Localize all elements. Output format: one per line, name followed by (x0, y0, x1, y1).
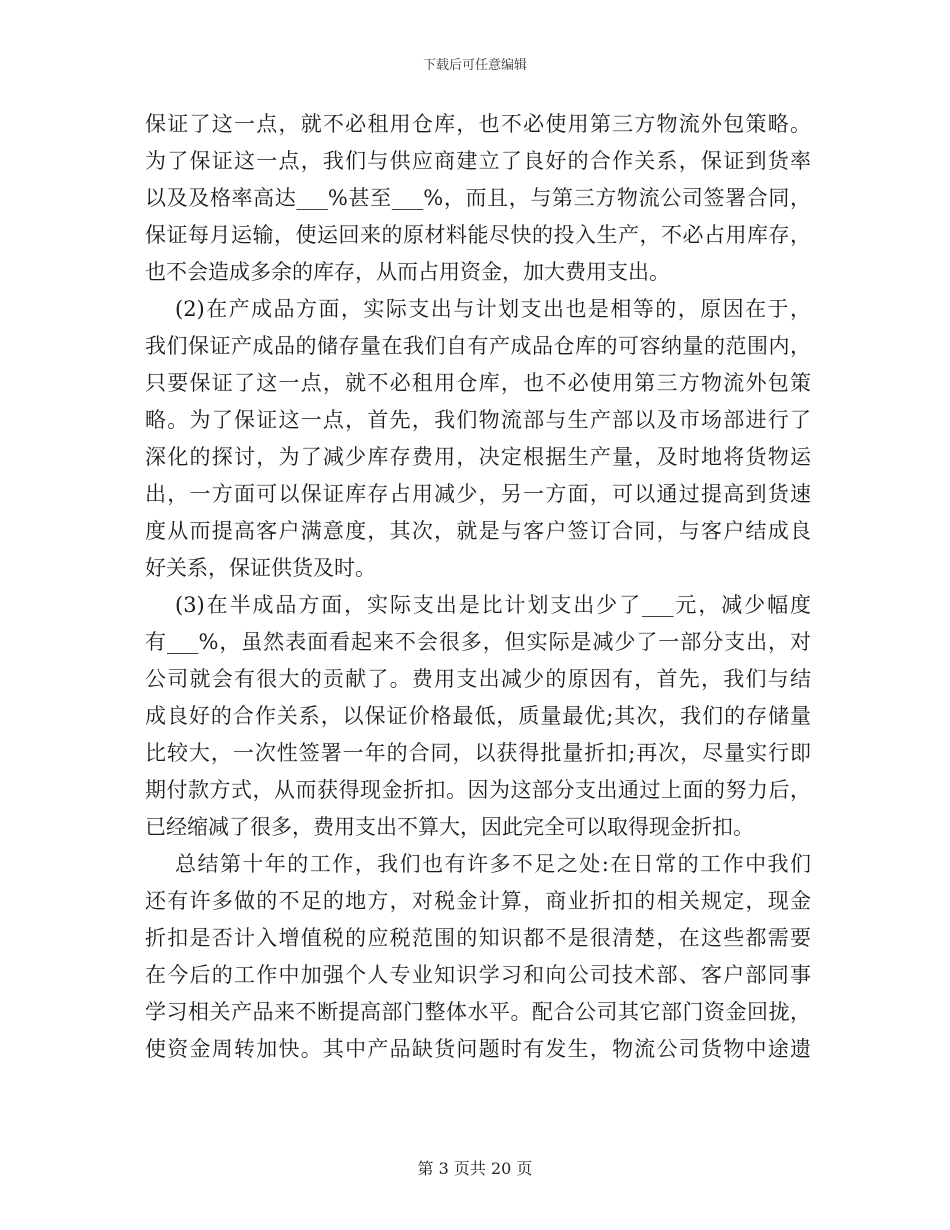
paragraph-2 (145, 291, 811, 587)
paragraph-4 (145, 846, 811, 1068)
text-line: 有___%，虽然表面看起来不会很多，但实际是减少了一部分支出，对 (145, 630, 811, 654)
paragraph-1 (145, 106, 811, 291)
text-line: 成良好的合作关系，以保证价格最低，质量最优;其次，我们的存储量 (145, 704, 811, 728)
document-body (145, 106, 811, 1068)
text-line: 保证了这一点，就不必租用仓库，也不必使用第三方物流外包策略。 (145, 112, 811, 136)
text-line: 学习相关产品来不断提高部门整体水平。配合公司其它部门资金回拢， (145, 1000, 811, 1024)
text-line: (3)在半成品方面，实际支出是比计划支出少了___元，减少幅度 (175, 593, 811, 617)
text-line: 为了保证这一点，我们与供应商建立了良好的合作关系，保证到货率 (145, 149, 811, 173)
text-line: 还有许多做的不足的地方，对税金计算，商业折扣的相关规定，现金 (145, 889, 811, 913)
text-line: 也不会造成多余的库存，从而占用资金，加大费用支出。 (145, 260, 670, 284)
text-line: 我们保证产成品的储存量在我们自有产成品仓库的可容纳量的范围内， (145, 334, 811, 358)
text-line: 期付款方式，从而获得现金折扣。因为这部分支出通过上面的努力后， (145, 778, 811, 802)
text-line: 度从而提高客户满意度，其次，就是与客户签订合同，与客户结成良 (145, 519, 811, 543)
text-line: 好关系，保证供货及时。 (145, 556, 376, 580)
text-line: 在今后的工作中加强个人专业知识学习和向公司技术部、客户部同事 (145, 963, 811, 987)
text-line: 以及及格率高达___%甚至___%，而且，与第三方物流公司签署合同， (145, 186, 811, 210)
text-line: 已经缩减了很多，费用支出不算大，因此完全可以取得现金折扣。 (145, 815, 754, 839)
text-line: 深化的探讨，为了减少库存费用，决定根据生产量，及时地将货物运 (145, 445, 811, 469)
text-line: 使资金周转加快。其中产品缺货问题时有发生，物流公司货物中途遗 (145, 1037, 811, 1061)
text-line: 总结第十年的工作，我们也有许多不足之处:在日常的工作中我们 (175, 852, 811, 876)
text-line: 折扣是否计入增值税的应税范围的知识都不是很清楚，在这些都需要 (145, 926, 811, 950)
paragraph-3 (145, 587, 811, 846)
text-line: 比较大，一次性签署一年的合同，以获得批量折扣;再次，尽量实行即 (145, 741, 811, 765)
page-number: 第 3 页共 20 页 (417, 1159, 533, 1178)
text-line: 出，一方面可以保证库存占用减少，另一方面，可以通过提高到货速 (145, 482, 811, 506)
text-line: 只要保证了这一点，就不必租用仓库，也不必使用第三方物流外包策 (145, 371, 811, 395)
text-line: 略。为了保证这一点，首先，我们物流部与生产部以及市场部进行了 (145, 408, 811, 432)
page-header: 下载后可任意编辑 (422, 58, 527, 73)
text-line: 保证每月运输，使运回来的原材料能尽快的投入生产，不必占用库存， (145, 223, 811, 247)
text-line: 公司就会有很大的贡献了。费用支出减少的原因有，首先，我们与结 (145, 667, 811, 691)
text-line: (2)在产成品方面，实际支出与计划支出也是相等的，原因在于， (175, 297, 811, 321)
